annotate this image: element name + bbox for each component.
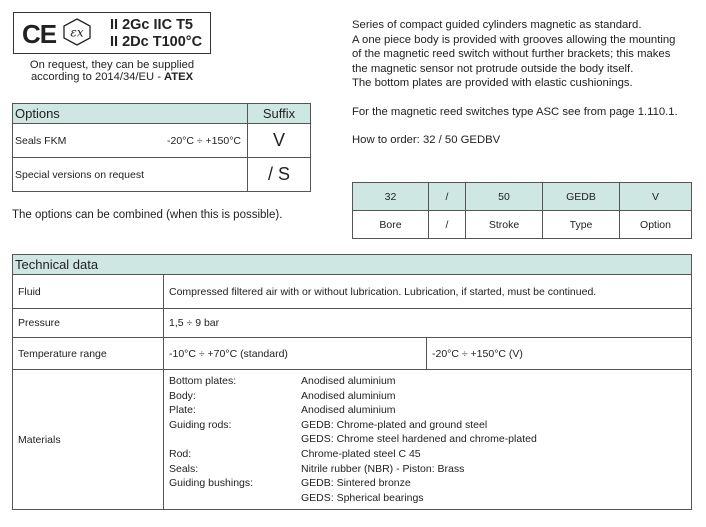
- order-value-option: V: [620, 183, 692, 211]
- order-values-row: [353, 183, 692, 211]
- option-suffix: / S: [248, 158, 311, 192]
- atex-class-line2: II 2Dc T100°C: [110, 34, 203, 50]
- order-value-bore: 32: [353, 183, 429, 211]
- order-label-type: Type: [543, 211, 620, 239]
- material-part: [169, 432, 301, 447]
- atex-note-bold: ATEX: [164, 71, 194, 83]
- temperature-label: Temperature range: [13, 338, 164, 370]
- how-to-order: How to order: 32 / 50 GEDBV: [352, 134, 501, 146]
- ce-mark-logo: CE: [22, 19, 57, 49]
- description-line: the magnetic sensor not protrude outside the body itself.: [352, 62, 634, 75]
- materials-label: Materials: [13, 370, 164, 510]
- description-line: Series of compact guided cylinders magnetic as standard.: [352, 19, 642, 31]
- material-value: Anodised aluminium: [301, 375, 396, 387]
- options-table: [12, 103, 311, 192]
- technical-data-table: [12, 254, 692, 510]
- pressure-value: 1,5 ÷ 9 bar: [164, 309, 692, 338]
- material-value: GEDS: Chrome steel hardened and chrome-plated: [301, 433, 537, 446]
- order-label-bore: Bore: [353, 211, 429, 239]
- order-value-type: GEDB: [543, 183, 620, 211]
- material-value: GEDS: Spherical bearings: [301, 491, 424, 504]
- material-part: Body:: [169, 389, 196, 402]
- material-part: Seals:: [169, 462, 199, 475]
- combine-note: The options can be combined (when this is possible).: [12, 209, 283, 221]
- technical-data-title: Technical data: [13, 255, 692, 275]
- order-value-stroke: 50: [466, 183, 543, 211]
- atex-note-prefix: according to 2014/34/EU -: [30, 71, 165, 83]
- temperature-standard: -10°C ÷ +70°C (standard): [164, 338, 427, 370]
- material-part: Rod:: [169, 447, 192, 460]
- option-row-special: [13, 158, 311, 192]
- material-part: Guiding rods:: [169, 418, 232, 431]
- description-line: The bottom plates are provided with elastic cushionings.: [352, 77, 633, 89]
- order-label-option: Option: [620, 211, 692, 239]
- fluid-row: [13, 275, 692, 309]
- option-range: -20°C ÷ +150°C: [107, 124, 248, 158]
- material-value: Chrome-plated steel C 45: [301, 447, 421, 460]
- options-header: Options: [13, 104, 248, 124]
- material-part: Guiding bushings:: [169, 477, 254, 490]
- atex-class-line1: II 2Gc IIC T5: [110, 17, 193, 33]
- description-line: A one piece body is provided with grooves allowing the mounting: [352, 33, 676, 46]
- atex-note-line2: [13, 71, 211, 83]
- atex-marking-box: [13, 12, 211, 54]
- option-label: Special versions on request: [13, 158, 248, 192]
- material-part: Bottom plates:: [169, 375, 237, 387]
- order-label-stroke: Stroke: [466, 211, 543, 239]
- material-value: Anodised aluminium: [301, 404, 396, 417]
- option-suffix: V: [248, 124, 311, 158]
- materials-row: [13, 370, 692, 510]
- temperature-v: -20°C ÷ +150°C (V): [427, 338, 692, 370]
- description-text: [352, 18, 697, 91]
- fluid-label: Fluid: [13, 275, 164, 309]
- materials-list: [164, 370, 692, 510]
- atex-note: [13, 59, 211, 83]
- ex-hexagon-icon: [62, 18, 92, 46]
- material-part: Plate:: [169, 404, 196, 417]
- material-value: GEDB: Sintered bronze: [301, 477, 411, 490]
- material-value: Anodised aluminium: [301, 389, 396, 402]
- order-code-table: [352, 182, 692, 239]
- material-value: GEDB: Chrome-plated and ground steel: [301, 418, 488, 431]
- pressure-label: Pressure: [13, 309, 164, 338]
- reed-switch-reference: For the magnetic reed switches type ASC see from page 1.110.1.: [352, 106, 678, 118]
- material-value: Nitrile rubber (NBR) - Piston: Brass: [301, 462, 465, 475]
- suffix-header: Suffix: [248, 104, 311, 124]
- pressure-row: [13, 309, 692, 338]
- order-label-slash: /: [429, 211, 466, 239]
- description-line: of the magnetic reed switch without further brackets; this makes: [352, 48, 671, 60]
- material-part: [169, 491, 301, 506]
- ex-symbol-text: εx: [70, 25, 84, 40]
- atex-note-line1: On request, they can be supplied: [29, 59, 195, 71]
- temperature-row: [13, 338, 692, 370]
- order-value-slash: /: [429, 183, 466, 211]
- option-row-fkm: [13, 124, 311, 158]
- order-labels-row: [353, 211, 692, 239]
- option-label: Seals FKM: [13, 124, 107, 158]
- fluid-value: Compressed filtered air with or without lubrication. Lubrication, if started, must be continued.: [164, 275, 692, 309]
